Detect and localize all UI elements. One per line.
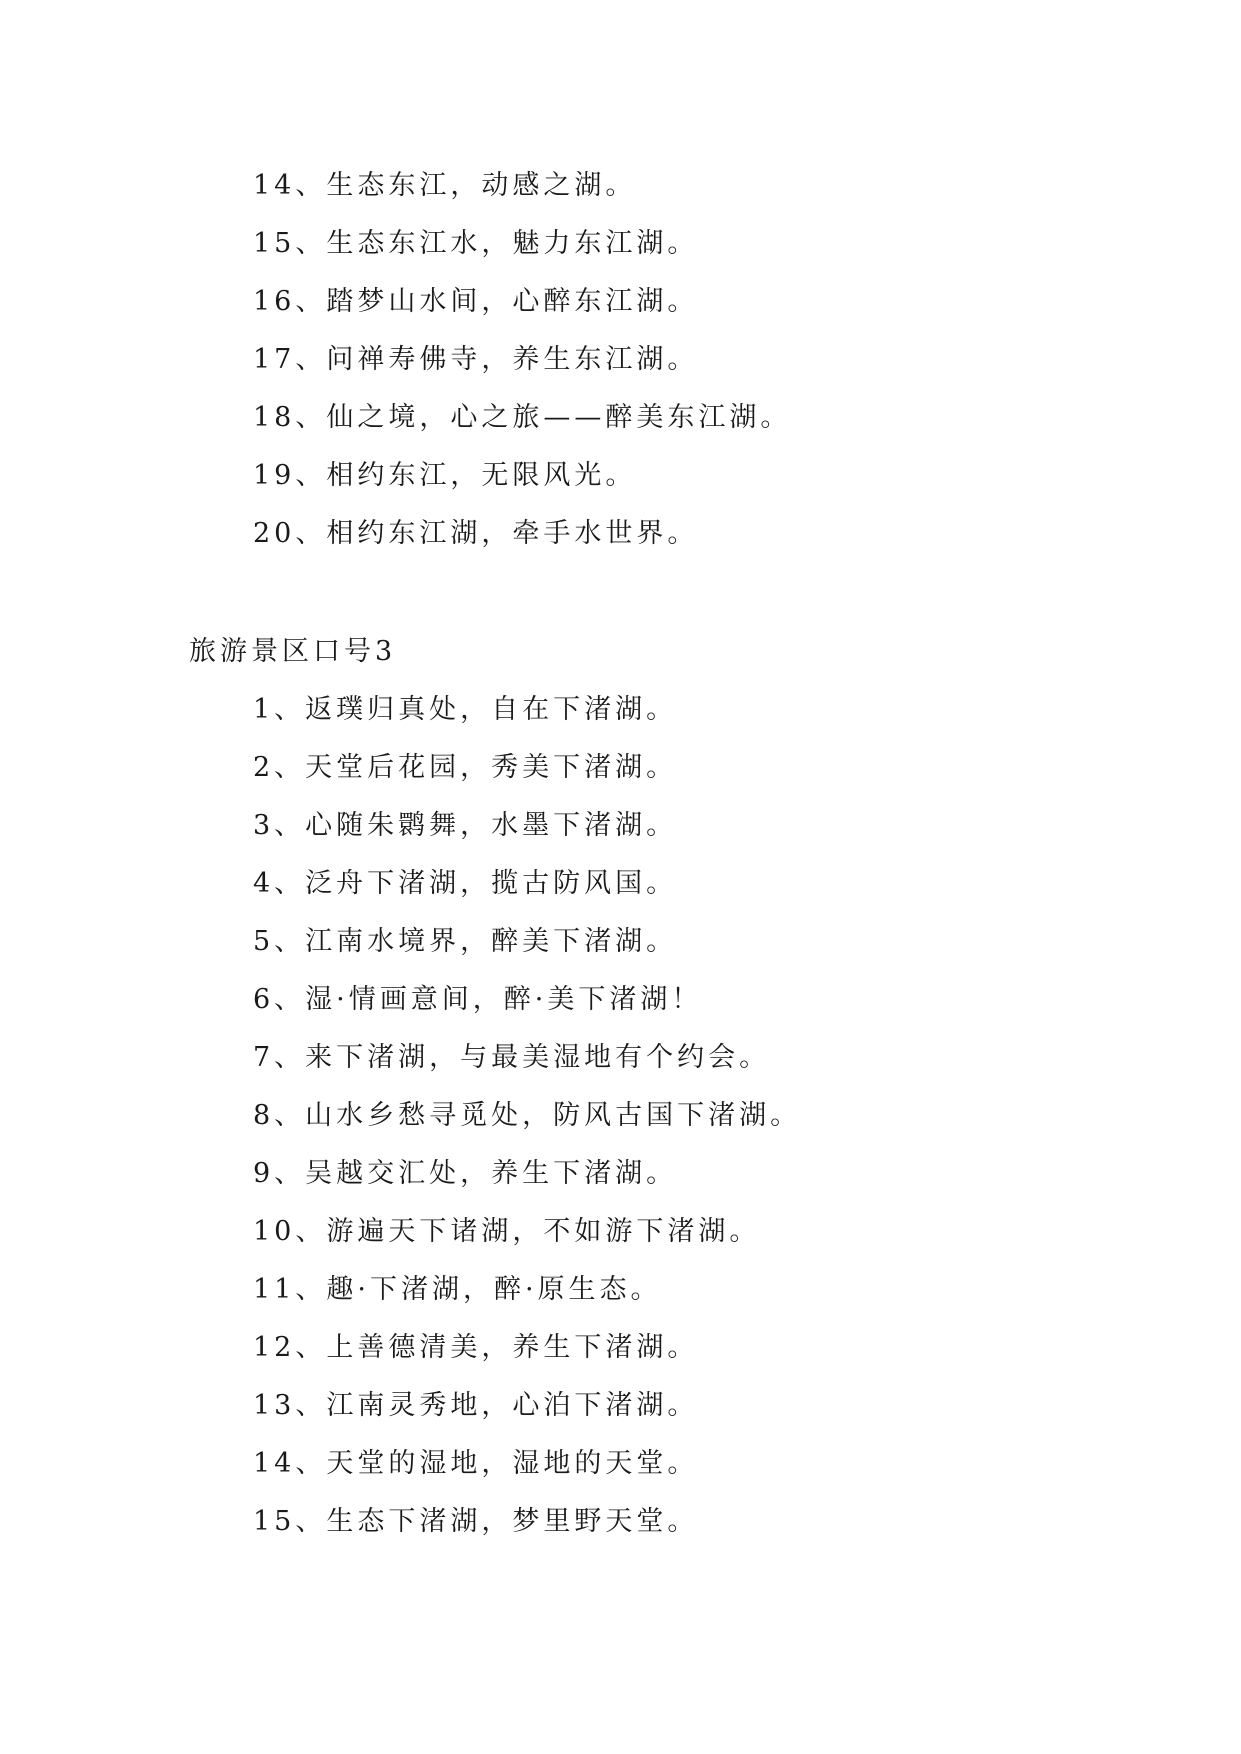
slogan-item: 9、吴越交汇处，养生下渚湖。 xyxy=(253,1158,678,1189)
slogan-item: 15、生态下渚湖，梦里野天堂。 xyxy=(253,1506,699,1537)
section-heading-block xyxy=(0,623,1241,681)
slogan-item: 6、湿·情画意间，醉·美下渚湖！ xyxy=(253,984,703,1015)
slogan-item: 18、仙之境，心之旅——醉美东江湖。 xyxy=(253,402,792,433)
slogan-item: 19、相约东江，无限风光。 xyxy=(253,460,637,491)
slogan-item: 7、来下渚湖，与最美湿地有个约会。 xyxy=(253,1042,771,1073)
slogan-item: 15、生态东江水，魅力东江湖。 xyxy=(253,228,699,259)
slogan-item: 10、游遍天下诸湖，不如游下渚湖。 xyxy=(253,1216,761,1247)
slogan-item: 12、上善德清美，养生下渚湖。 xyxy=(253,1332,699,1363)
slogan-item: 8、山水乡愁寻觅处，防风古国下渚湖。 xyxy=(253,1100,802,1131)
continued-slogan-list xyxy=(0,157,1241,563)
slogan-item: 11、趣·下渚湖，醉·原生态。 xyxy=(253,1274,662,1305)
section-slogan-list xyxy=(0,681,1241,1551)
slogan-item: 3、心随朱鹮舞，水墨下渚湖。 xyxy=(253,810,678,841)
slogan-item: 20、相约东江湖，牵手水世界。 xyxy=(253,518,699,549)
slogan-item: 14、天堂的湿地，湿地的天堂。 xyxy=(253,1448,699,1479)
slogan-item: 1、返璞归真处，自在下渚湖。 xyxy=(253,694,678,725)
slogan-item: 5、江南水境界，醉美下渚湖。 xyxy=(253,926,678,957)
slogan-item: 4、泛舟下渚湖，揽古防风国。 xyxy=(253,868,678,899)
slogan-item: 14、生态东江，动感之湖。 xyxy=(253,170,637,201)
slogan-item: 2、天堂后花园，秀美下渚湖。 xyxy=(253,752,678,783)
section-heading: 旅游景区口号3 xyxy=(189,636,397,667)
slogan-item: 17、问禅寿佛寺，养生东江湖。 xyxy=(253,344,699,375)
slogan-item: 16、踏梦山水间，心醉东江湖。 xyxy=(253,286,699,317)
slogan-item: 13、江南灵秀地，心泊下渚湖。 xyxy=(253,1390,699,1421)
